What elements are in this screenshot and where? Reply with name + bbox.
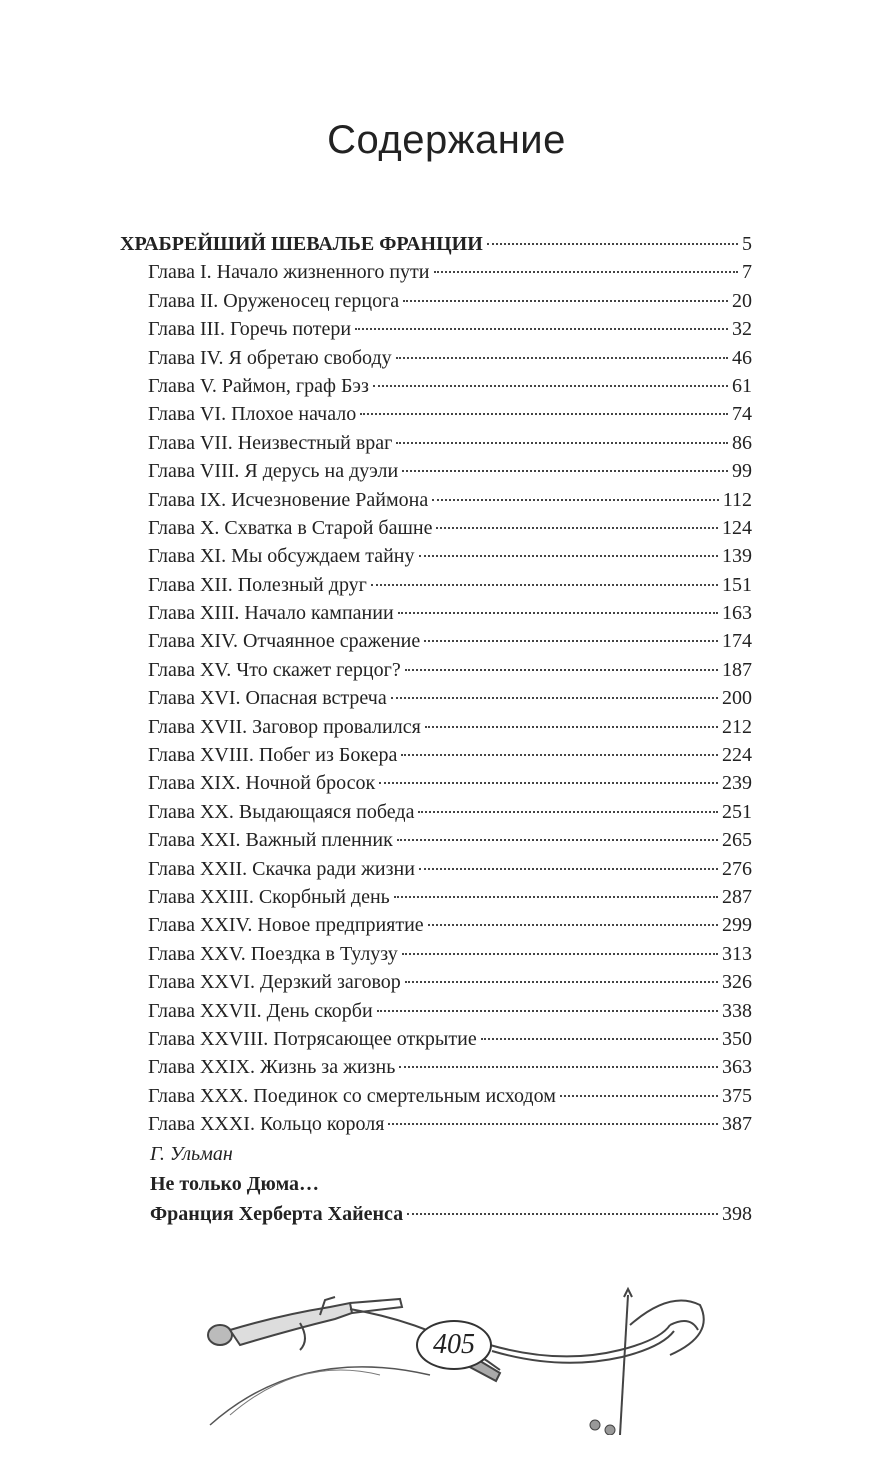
- chapter-entry[interactable]: [120, 318, 752, 346]
- chapter-title: Глава XVIII. Побег из Бокера: [148, 744, 398, 767]
- appendix-author: [120, 1143, 752, 1173]
- chapter-title: Глава XV. Что скажет герцог?: [148, 658, 401, 681]
- chapter-title: Глава IV. Я обретаю свободу: [148, 346, 392, 369]
- chapter-page-number: 200: [722, 687, 752, 710]
- appendix-title-text: Не только Дюма…: [150, 1173, 320, 1195]
- chapter-title: Глава XXVI. Дерзкий заговор: [148, 971, 401, 994]
- leader-dots: [403, 300, 728, 302]
- table-of-contents: [120, 233, 752, 1142]
- chapter-page-number: 187: [722, 658, 752, 681]
- chapter-entry[interactable]: [120, 602, 752, 630]
- leader-dots: [419, 868, 718, 870]
- leader-dots: [407, 1213, 718, 1215]
- leader-dots: [425, 726, 718, 728]
- appendix-section: [120, 1143, 752, 1233]
- leader-dots: [398, 612, 718, 614]
- chapter-title: Глава XXIV. Новое предприятие: [148, 914, 424, 937]
- chapter-entry[interactable]: [120, 261, 752, 289]
- chapter-page-number: 326: [722, 971, 752, 994]
- chapter-page-number: 20: [732, 289, 752, 312]
- chapter-page-number: 61: [732, 374, 752, 397]
- leader-dots: [481, 1038, 718, 1040]
- chapter-entry[interactable]: [120, 858, 752, 886]
- chapter-title: Глава III. Горечь потери: [148, 318, 352, 341]
- chapter-page-number: 32: [732, 318, 752, 341]
- chapter-page-number: 338: [722, 999, 752, 1022]
- chapter-entry[interactable]: [120, 347, 752, 375]
- sabre-icon: [490, 1289, 704, 1435]
- chapter-page-number: 99: [732, 460, 752, 483]
- leader-dots: [402, 470, 728, 472]
- leader-dots: [401, 754, 718, 756]
- chapter-entry[interactable]: [120, 1056, 752, 1084]
- chapter-entry[interactable]: [120, 829, 752, 857]
- leader-dots: [371, 584, 718, 586]
- chapter-title: Глава XXVIII. Потрясающее открытие: [148, 1027, 477, 1050]
- chapter-title: Глава II. Оруженосец герцога: [148, 289, 400, 312]
- leader-dots: [419, 555, 719, 557]
- chapter-entry[interactable]: [120, 772, 752, 800]
- chapter-entry[interactable]: [120, 1113, 752, 1141]
- page-number: 405: [416, 1320, 492, 1370]
- chapter-title: Глава VII. Неизвестный враг: [148, 431, 393, 454]
- chapter-page-number: 124: [722, 516, 752, 539]
- chapter-entry[interactable]: [120, 886, 752, 914]
- chapter-entry[interactable]: [120, 1000, 752, 1028]
- leader-dots: [434, 271, 738, 273]
- chapter-page-number: 163: [722, 602, 752, 625]
- chapter-page-number: 363: [722, 1056, 752, 1079]
- chapter-entry[interactable]: [120, 517, 752, 545]
- leader-dots: [405, 669, 718, 671]
- chapter-title: Глава XVII. Заговор провалился: [148, 715, 421, 738]
- chapter-title: Глава IX. Исчезновение Раймона: [148, 488, 429, 511]
- page-title: Содержание: [327, 118, 566, 162]
- chapter-entry[interactable]: [120, 744, 752, 772]
- leader-dots: [377, 1010, 718, 1012]
- chapter-title: Глава XXIII. Скорбный день: [148, 885, 390, 908]
- leader-dots: [379, 782, 718, 784]
- chapter-title: Глава XXI. Важный пленник: [148, 829, 393, 852]
- leader-dots: [360, 413, 728, 415]
- chapter-page-number: 46: [732, 346, 752, 369]
- chapter-page-number: 86: [732, 431, 752, 454]
- chapter-title: Глава XXIX. Жизнь за жизнь: [148, 1056, 396, 1079]
- chapter-page-number: 139: [722, 545, 752, 568]
- chapter-entry[interactable]: [120, 801, 752, 829]
- leader-dots: [391, 697, 718, 699]
- chapter-page-number: 251: [722, 800, 752, 823]
- chapter-entry[interactable]: [120, 545, 752, 573]
- chapter-page-number: 387: [722, 1113, 752, 1136]
- part-page-number: 5: [742, 233, 752, 255]
- leader-dots: [397, 839, 718, 841]
- chapter-title: Глава VIII. Я дерусь на дуэли: [148, 460, 399, 483]
- leader-dots: [436, 527, 718, 529]
- chapter-page-number: 7: [742, 261, 752, 284]
- chapter-title: Глава XX. Выдающаяся победа: [148, 800, 415, 823]
- chapter-title: Глава XXV. Поездка в Тулузу: [148, 942, 398, 965]
- chapter-title: Глава XXXI. Кольцо короля: [148, 1113, 385, 1136]
- author-name: Г. Ульман: [150, 1143, 233, 1165]
- chapter-entry[interactable]: [120, 1028, 752, 1056]
- chapter-entry[interactable]: [120, 914, 752, 942]
- chapter-title: Глава XXII. Скачка ради жизни: [148, 857, 415, 880]
- part-entry[interactable]: [120, 233, 752, 261]
- part-title: ХРАБРЕЙШИЙ ШЕВАЛЬЕ ФРАНЦИИ: [120, 233, 483, 255]
- chapter-entry[interactable]: [120, 489, 752, 517]
- chapter-page-number: 265: [722, 829, 752, 852]
- chapter-entry[interactable]: [120, 460, 752, 488]
- chapter-entry[interactable]: [120, 687, 752, 715]
- chapter-page-number: 287: [722, 885, 752, 908]
- leader-dots: [424, 640, 718, 642]
- leader-dots: [396, 357, 728, 359]
- chapter-page-number: 239: [722, 772, 752, 795]
- leader-dots: [399, 1066, 718, 1068]
- chapter-page-number: 375: [722, 1084, 752, 1107]
- chapter-title: Глава XXVII. День скорби: [148, 999, 373, 1022]
- leader-dots: [402, 953, 718, 955]
- chapter-page-number: 276: [722, 857, 752, 880]
- chapter-entry[interactable]: [120, 716, 752, 744]
- appendix-title-line2: Франция Херберта Хайенса: [150, 1203, 404, 1225]
- chapter-title: Глава XII. Полезный друг: [148, 573, 367, 596]
- chapter-page-number: 151: [722, 573, 752, 596]
- chapter-page-number: 174: [722, 630, 752, 653]
- chapter-page-number: 112: [722, 488, 752, 511]
- chapter-page-number: 313: [722, 942, 752, 965]
- chapter-title: Глава XIV. Отчаянное сражение: [148, 630, 421, 653]
- chapter-page-number: 299: [722, 914, 752, 937]
- chapter-entry[interactable]: [120, 290, 752, 318]
- chapter-title: Глава VI. Плохое начало: [148, 403, 357, 426]
- leader-dots: [432, 499, 719, 501]
- leader-dots: [487, 243, 738, 245]
- chapter-title: Глава X. Схватка в Старой башне: [148, 516, 433, 539]
- chapter-entry[interactable]: [120, 630, 752, 658]
- leader-dots: [394, 896, 718, 898]
- appendix-entry[interactable]: [120, 1203, 752, 1233]
- chapter-title: Глава XIX. Ночной бросок: [148, 772, 376, 795]
- leader-dots: [355, 328, 728, 330]
- chapter-entry[interactable]: [120, 971, 752, 999]
- chapter-entry[interactable]: [120, 574, 752, 602]
- chapter-title: Глава XI. Мы обсуждаем тайну: [148, 545, 415, 568]
- leader-dots: [388, 1123, 718, 1125]
- leader-dots: [396, 442, 728, 444]
- chapter-entry[interactable]: [120, 943, 752, 971]
- chapter-page-number: 350: [722, 1027, 752, 1050]
- chapter-entry[interactable]: [120, 1085, 752, 1113]
- chapter-title: Глава XIII. Начало кампании: [148, 602, 394, 625]
- leader-dots: [560, 1095, 718, 1097]
- appendix-page-number: 398: [722, 1203, 752, 1225]
- chapter-title: Глава XVI. Опасная встреча: [148, 687, 387, 710]
- chapter-entry[interactable]: [120, 432, 752, 460]
- appendix-title-line1: [120, 1173, 752, 1203]
- chapter-page-number: 74: [732, 403, 752, 426]
- chapter-title: Глава V. Раймон, граф Бэз: [148, 374, 369, 397]
- swoosh-line: [210, 1367, 430, 1425]
- chapter-entry[interactable]: [120, 659, 752, 687]
- chapter-page-number: 224: [722, 744, 752, 767]
- chapter-title: Глава XXX. Поединок со смертельным исходом: [148, 1084, 556, 1107]
- chapter-page-number: 212: [722, 715, 752, 738]
- leader-dots: [428, 924, 718, 926]
- chapter-entry[interactable]: [120, 403, 752, 431]
- leader-dots: [418, 811, 718, 813]
- chapter-title: Глава I. Начало жизненного пути: [148, 261, 430, 284]
- chapter-entry[interactable]: [120, 375, 752, 403]
- leader-dots: [373, 385, 728, 387]
- leader-dots: [405, 981, 718, 983]
